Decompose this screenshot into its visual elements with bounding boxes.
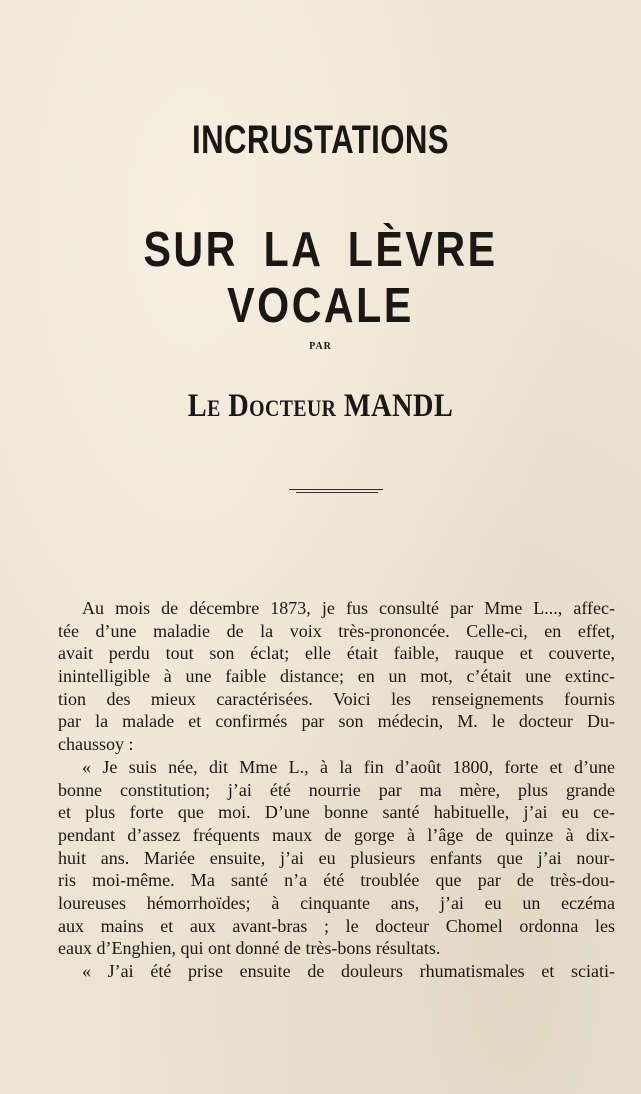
text-line: loureuses hémorrhoïdes; à cinquante ans, j’ai eu un eczéma <box>58 892 615 913</box>
title-line-2: SUR LA LÈVRE VOCALE <box>143 223 498 333</box>
text-line: eaux d’Enghien, qui ont donné de très-bons résultats. <box>58 938 441 959</box>
separator-rule <box>289 489 383 490</box>
text-line: inintelligible à une faible distance; en un mot, c’était une extinc- <box>58 666 615 687</box>
text-line: par la malade et confirmés par son médecin, M. le docteur Du- <box>58 711 615 732</box>
text-line: « J’ai été prise ensuite de douleurs rhumatismales et sciati- <box>82 961 615 981</box>
text-line: avait perdu tout son éclat; elle était faible, rauque et couverte, <box>58 643 615 664</box>
separator-rule-lower <box>296 492 378 493</box>
text-line: Au mois de décembre 1873, je fus consulté par Mme L..., affec- <box>82 598 615 618</box>
text-line: pendant d’assez fréquents maux de gorge à l’âge de quinze à dix- <box>58 824 615 845</box>
by-line: PAR <box>309 341 332 352</box>
text-line: « Je suis née, dit Mme L., à la fin d’août 1800, forte et d’une <box>82 756 615 777</box>
text-line: huit ans. Mariée ensuite, j’ai eu plusieurs enfants que j’ai nour- <box>58 847 615 868</box>
author-name: Le Docteur MANDL <box>187 388 454 424</box>
text-line: bonne constitution; j’ai été nourrie par ma mère, plus grande <box>58 779 615 800</box>
text-line: chaussoy : <box>58 734 134 755</box>
body-text <box>58 597 615 983</box>
text-line: tion des mieux caractérisées. Voici les renseignements fournis <box>58 688 615 709</box>
text-line: tée d’une maladie de la voix très-prononcée. Celle-ci, en effet, <box>58 620 615 641</box>
text-line: et plus forte que moi. D’une bonne santé habituelle, j’ai eu ce- <box>58 802 615 823</box>
title-line-1: INCRUSTATIONS <box>192 118 449 162</box>
text-line: ris moi-même. Ma santé n’a été troublée que par de très-dou- <box>58 870 615 891</box>
text-line: aux mains et aux avant-bras ; le docteur Chomel ordonna les <box>58 915 615 936</box>
